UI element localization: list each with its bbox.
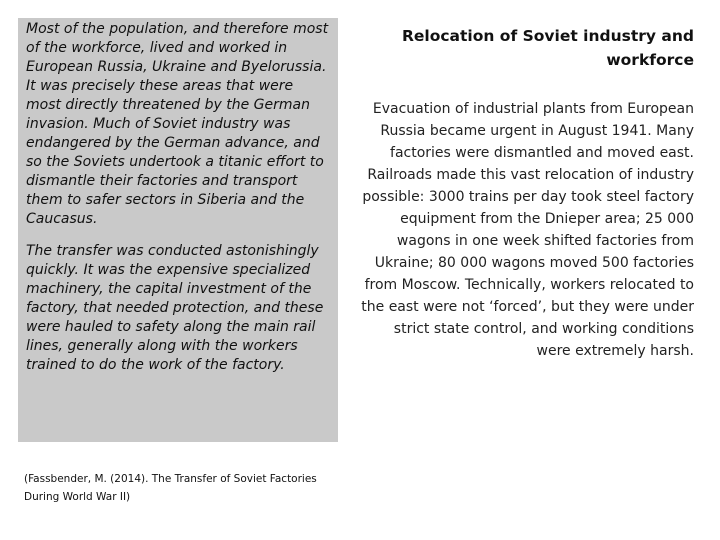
slide-title: Relocation of Soviet industry and workforce <box>401 27 694 69</box>
citation: (Fassbender, M. (2014). The Transfer of Soviet Factories During World War II) <box>24 473 317 503</box>
quote-box <box>18 18 338 442</box>
quote-paragraph-2: The transfer was conducted astonishingly quickly. It was the expensive specialized machinery, the capital investment of the factory, that needed protection, and these were hauled to safety along the main rail lines, generally along with the workers trained to do the work of the factory. <box>26 243 324 373</box>
main-column <box>358 24 694 362</box>
quote-paragraph-1: Most of the population, and therefore most of the workforce, lived and worked in European Russia, Ukraine and Byelorussia. It was precisely these areas that were most directly threatened by the German invasion. Much of Soviet industry was endangered by the German advance, and so the Soviets undertook a titanic effort to dismantle their factories and transport them to safer sectors in Siberia and the Caucasus. <box>26 21 329 227</box>
body-text: Evacuation of industrial plants from European Russia became urgent in August 1941. Many factories were dismantled and moved east. Railroads made this vast relocation of industry possible: 3000 trains per day took steel factory equipment from the Dnieper area; 25 000 wagons in one week shifted factories from Ukraine; 80 000 wagons moved 500 factories from Moscow. Technically, workers relocated to the east were not ‘forced’, but they were under strict state control, and working conditions were extremely harsh. <box>361 101 694 359</box>
